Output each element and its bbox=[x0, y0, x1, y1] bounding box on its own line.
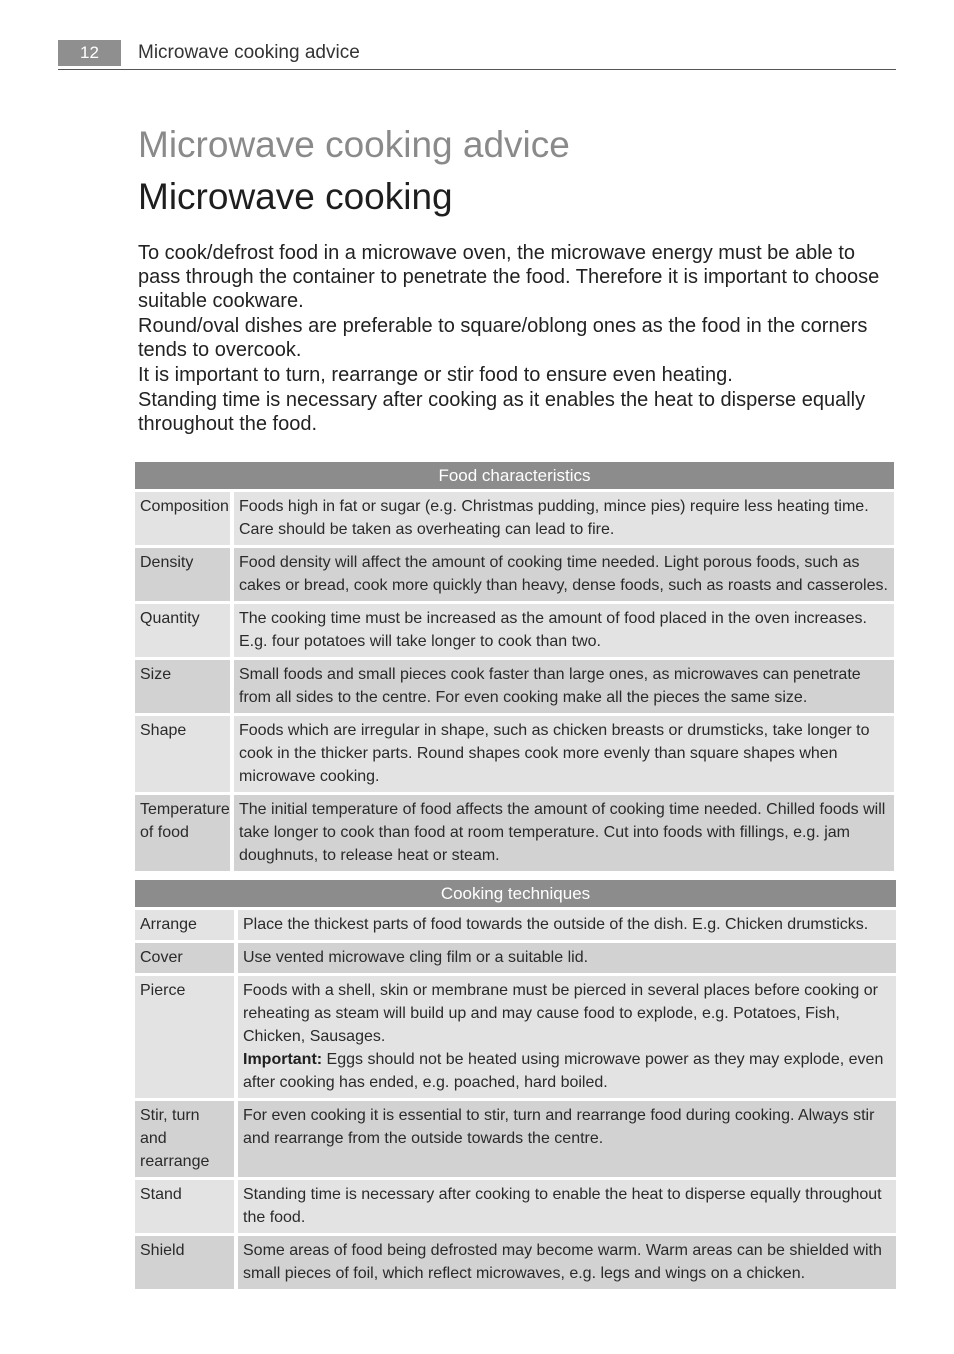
row-label: Stand bbox=[135, 1180, 238, 1233]
running-title: Microwave cooking advice bbox=[138, 42, 360, 63]
intro-paragraph: To cook/defrost food in a microwave oven, the microwave energy must be able to pass through the container to penetrate the food. Therefore it is important to choose suitable cookware. bbox=[138, 242, 880, 312]
page-number: 12 bbox=[58, 40, 121, 66]
table-header-row bbox=[135, 880, 896, 907]
cooking-techniques-table bbox=[135, 877, 896, 1292]
important-label: Important: bbox=[243, 1051, 323, 1068]
food-characteristics-table bbox=[135, 459, 894, 874]
table-row bbox=[135, 492, 894, 545]
row-text: Foods high in fat or sugar (e.g. Christmas pudding, mince pies) require less heating time. Care should be taken as overheating can lead to fire. bbox=[234, 492, 894, 545]
table-row bbox=[135, 604, 894, 657]
row-text: Standing time is necessary after cooking to enable the heat to disperse equally throughout the food. bbox=[238, 1180, 896, 1233]
section-title: Microwave cooking advice bbox=[138, 124, 570, 165]
row-text: Foods which are irregular in shape, such as chicken breasts or drumsticks, take longer to cook in the thicker parts. Round shapes cook more evenly than square shapes when microwave cooking. bbox=[234, 716, 894, 792]
row-label: Arrange bbox=[135, 910, 238, 940]
row-text: Use vented microwave cling film or a suitable lid. bbox=[238, 943, 896, 973]
table-row bbox=[135, 660, 894, 713]
intro-text bbox=[138, 241, 898, 437]
row-label: Composition bbox=[135, 492, 234, 545]
table-row bbox=[135, 1236, 896, 1289]
row-label: Shape bbox=[135, 716, 234, 792]
row-label: Density bbox=[135, 548, 234, 601]
subsection-title: Microwave cooking bbox=[138, 176, 453, 217]
table-row bbox=[135, 716, 894, 792]
row-label: Temperature of food bbox=[135, 795, 234, 871]
table-header-row bbox=[135, 462, 894, 489]
row-label: Pierce bbox=[135, 976, 238, 1098]
row-label: Stir, turn and rearrange bbox=[135, 1101, 238, 1177]
row-label: Quantity bbox=[135, 604, 234, 657]
row-text: Food density will affect the amount of cooking time needed. Light porous foods, such as cakes or bread, cook more quickly than heavy, dense foods, such as roasts and casseroles. bbox=[234, 548, 894, 601]
row-label: Cover bbox=[135, 943, 238, 973]
row-label: Shield bbox=[135, 1236, 238, 1289]
row-text: For even cooking it is essential to stir, turn and rearrange food during cooking. Always stir and rearrange from the outside towards the centre. bbox=[238, 1101, 896, 1177]
table-row bbox=[135, 1101, 896, 1177]
table-row bbox=[135, 976, 896, 1098]
row-text: The cooking time must be increased as the amount of food placed in the oven increases. E.g. four potatoes will take longer to cook than two. bbox=[234, 604, 894, 657]
row-text: The initial temperature of food affects the amount of cooking time needed. Chilled foods will take longer to cook than food at room temperature. Cut into foods with fillings, e.g. jam doughnuts, to release heat or steam. bbox=[234, 795, 894, 871]
table-row bbox=[135, 1180, 896, 1233]
cooking-techniques-heading: Cooking techniques bbox=[135, 880, 896, 907]
food-characteristics-heading: Food characteristics bbox=[135, 462, 894, 489]
row-text: Foods with a shell, skin or membrane must be pierced in several places before cooking or reheating as steam will build up and may cause food to explode, e.g. Potatoes, Fish, Chicken, Sausages. bbox=[243, 982, 878, 1045]
table-row bbox=[135, 910, 896, 940]
table-row bbox=[135, 943, 896, 973]
row-text: Some areas of food being defrosted may become warm. Warm areas can be shielded with small pieces of foil, which reflect microwaves, e.g. legs and wings on a chicken. bbox=[238, 1236, 896, 1289]
row-text: Small foods and small pieces cook faster than large ones, as microwaves can penetrate from all sides to the centre. For even cooking make all the pieces the same size. bbox=[234, 660, 894, 713]
row-text-with-note bbox=[238, 976, 896, 1098]
intro-paragraph: Round/oval dishes are preferable to square/oblong ones as the food in the corners tends to overcook. bbox=[138, 315, 868, 361]
row-text: Place the thickest parts of food towards the outside of the dish. E.g. Chicken drumsticks. bbox=[238, 910, 896, 940]
table-row bbox=[135, 548, 894, 601]
important-note: Eggs should not be heated using microwave power as they may explode, even after cooking has ended, e.g. poached, hard boiled. bbox=[243, 1051, 884, 1091]
table-row bbox=[135, 795, 894, 871]
page-header bbox=[58, 40, 896, 70]
intro-paragraph: It is important to turn, rearrange or stir food to ensure even heating. bbox=[138, 364, 733, 386]
intro-paragraph: Standing time is necessary after cooking as it enables the heat to disperse equally throughout the food. bbox=[138, 389, 866, 435]
row-label: Size bbox=[135, 660, 234, 713]
